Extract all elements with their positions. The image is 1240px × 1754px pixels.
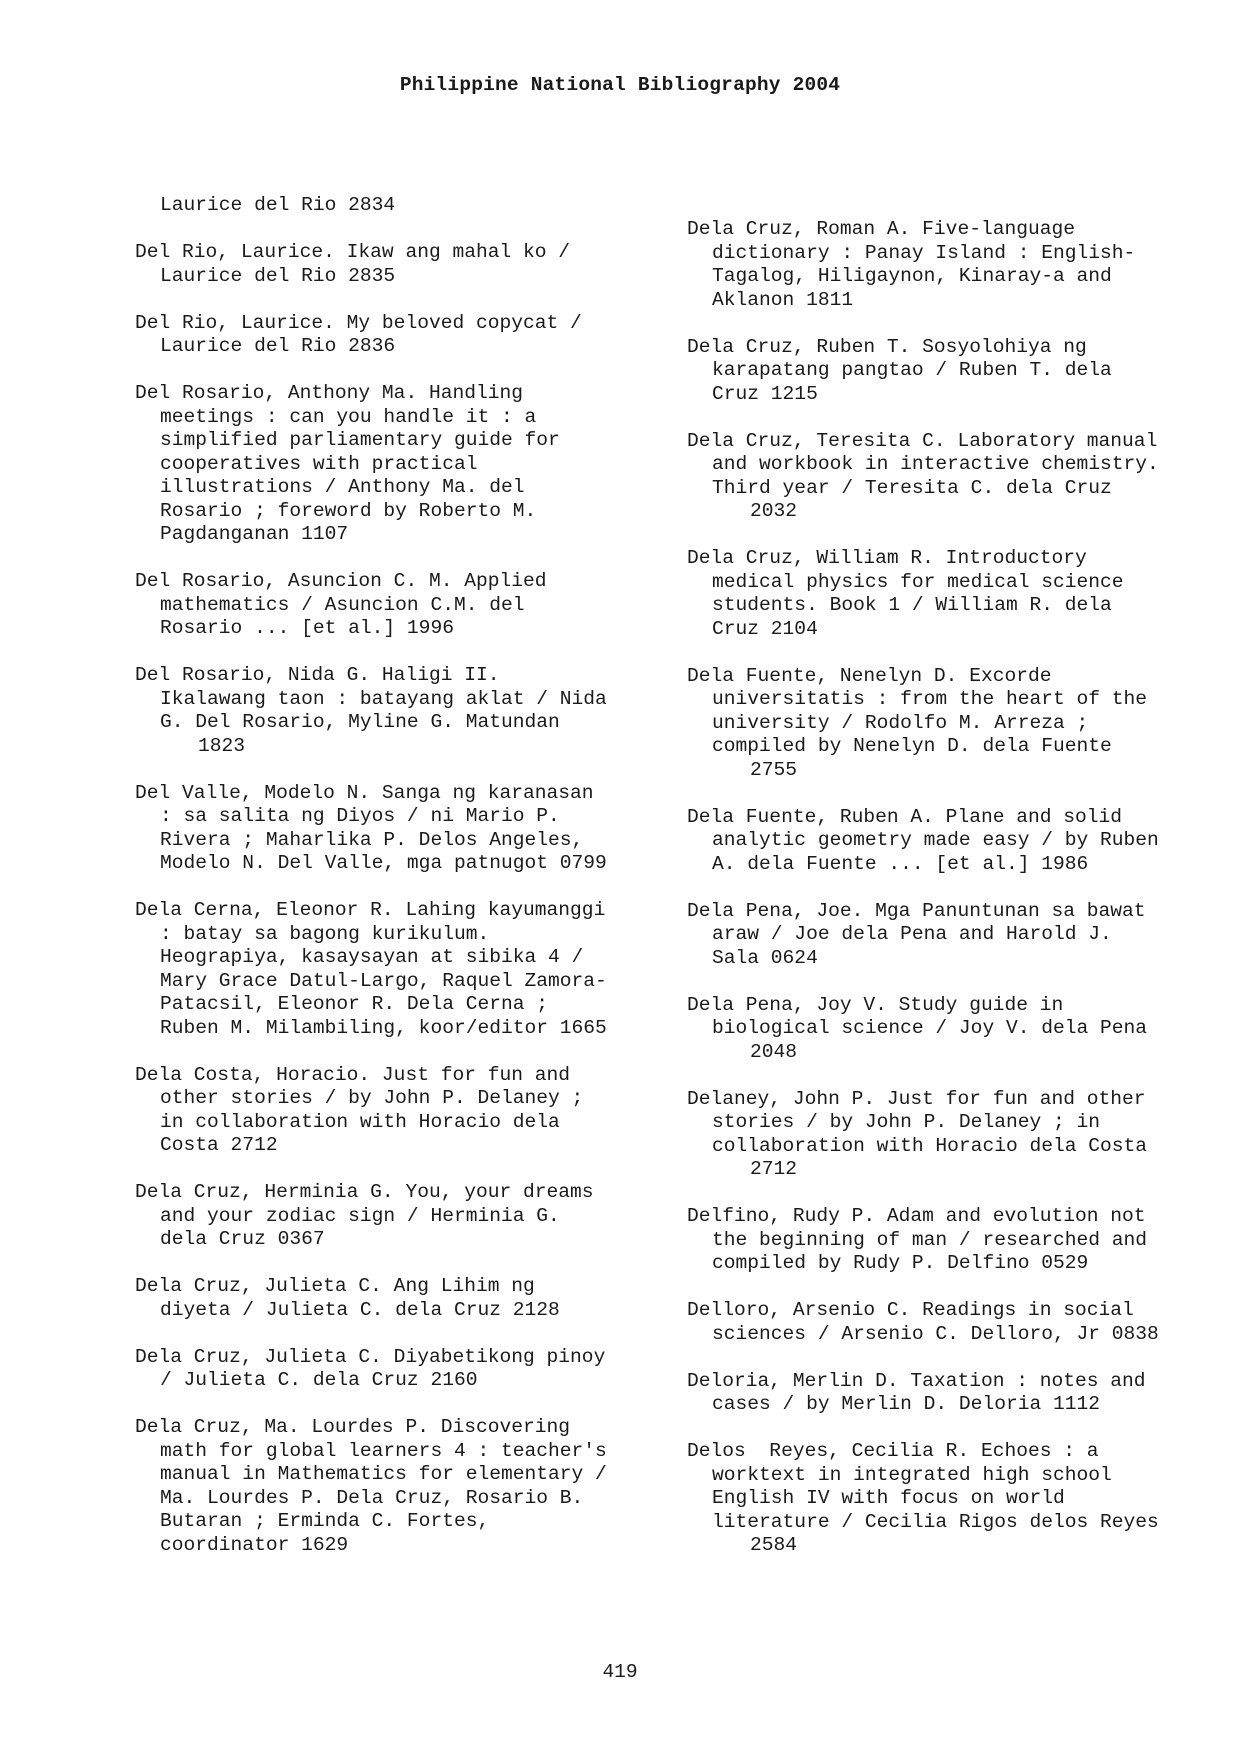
entry-line: Del Rosario, Anthony Ma. Handling [135,382,524,404]
entry-line: Patacsil, Eleonor R. Dela Cerna ; [160,993,549,1015]
bibliography-entry [135,312,695,359]
entry-line: meetings : can you handle it : a [160,405,537,428]
entry-line: Del Rosario, Nida G. Haligi II. [135,664,500,686]
entry-line: manual in Mathematics for elementary / [160,1463,607,1485]
entry-line: / Julieta C. dela Cruz 2160 [160,1369,478,1391]
entry-line: Dela Fuente, Ruben A. Plane and solid [687,805,1123,828]
entry-line: Laurice del Rio 2835 [160,264,396,287]
entry-line: Del Rio, Laurice. My beloved copycat / [135,311,582,334]
entry-line: karapatang pangtao / Ruben T. dela [712,359,1112,381]
entry-line: Dela Fuente, Nenelyn D. Excorde [687,664,1052,687]
bibliography-entry [687,1440,1240,1558]
entry-line: : sa salita ng Diyos / ni Mario P. [160,805,560,827]
entry-line: universitatis : from the heart of the [712,688,1148,710]
entry-line: Delfino, Rudy P. Adam and evolution not [687,1205,1146,1227]
entry-line: Dela Cruz, Julieta C. Diyabetikong pinoy [135,1345,606,1368]
bibliography-entry [135,194,695,218]
bibliography-entry [687,665,1240,783]
entry-line: collaboration with Horacio dela Costa [712,1134,1148,1157]
entry-line: other stories / by John P. Delaney ; [160,1087,584,1109]
right-column [687,218,1240,1581]
entry-line: Delaney, John P. Just for fun and other [687,1087,1146,1110]
bibliography-entry [687,430,1240,524]
bibliography-entry [687,806,1240,877]
entry-line: Dela Costa, Horacio. Just for fun and [135,1063,571,1086]
entry-line: students. Book 1 / William R. dela [712,594,1112,616]
entry-line: diyeta / Julieta C. dela Cruz 2128 [160,1298,560,1321]
entry-line: Sala 0624 [712,946,818,969]
entry-line: Dela Cruz, Ma. Lourdes P. Discovering [135,1416,571,1438]
entry-line: Dela Pena, Joy V. Study guide in [687,993,1064,1016]
entry-line: 1823 [198,734,246,757]
entry-line: Dela Pena, Joe. Mga Panuntunan sa bawat [687,899,1146,922]
bibliography-entry [687,1299,1240,1346]
entry-line: compiled by Rudy P. Delfino 0529 [712,1252,1089,1274]
left-column [135,194,695,1581]
bibliography-entry [687,218,1240,312]
entry-line: illustrations / Anthony Ma. del [160,476,525,498]
entry-line: compiled by Nenelyn D. dela Fuente [712,735,1112,757]
entry-line: Delos Reyes, Cecilia R. Echoes : a [687,1440,1099,1462]
entry-line: English IV with focus on world [712,1487,1065,1509]
entry-line: literature / Cecilia Rigos delos Reyes [712,1510,1159,1533]
entry-line: and your zodiac sign / Herminia G. [160,1204,560,1227]
bibliography-entry [687,994,1240,1065]
entry-line: dictionary : Panay Island : English- [712,241,1136,264]
entry-line: 2712 [750,1158,798,1180]
entry-line: Del Valle, Modelo N. Sanga ng karanasan [135,781,594,804]
entry-line: Pagdanganan 1107 [160,523,349,545]
entry-line: cooperatives with practical [160,452,478,475]
bibliography-entry [687,1205,1240,1276]
entry-line: Rosario ; foreword by Roberto M. [160,499,537,522]
bibliography-entry [135,1275,695,1322]
page-header-title: Philippine National Bibliography 2004 [399,74,841,96]
entry-line: Tagalog, Hiligaynon, Kinaray-a and [712,265,1112,287]
entry-line: Ma. Lourdes P. Dela Cruz, Rosario B. [160,1486,584,1509]
entry-line: Third year / Teresita C. dela Cruz [712,476,1112,499]
bibliography-entry [135,1416,695,1557]
entry-line: Ruben M. Milambiling, koor/editor 1665 [160,1016,607,1039]
bibliography-entry [135,899,695,1040]
entry-line: A. dela Fuente ... [et al.] 1986 [712,852,1089,875]
entry-line: simplified parliamentary guide for [160,429,560,451]
entry-line: Cruz 1215 [712,382,818,405]
bibliography-entry [687,547,1240,641]
entry-line: sciences / Arsenio C. Delloro, Jr 0838 [712,1322,1159,1345]
entry-line: math for global learners 4 : teacher's [160,1439,607,1462]
entry-line: Laurice del Rio 2836 [160,335,396,357]
bibliography-entry [687,1370,1240,1417]
entry-line: Del Rio, Laurice. Ikaw ang mahal ko / [135,241,571,263]
entry-line: worktext in integrated high school [712,1463,1112,1486]
bibliography-entry [687,336,1240,407]
entry-line: Butaran ; Erminda C. Fortes, [160,1510,490,1532]
entry-line: Rivera ; Maharlika P. Delos Angeles, [160,828,584,851]
bibliography-entry [135,1064,695,1158]
bibliography-entry [687,900,1240,971]
entry-line: Dela Cerna, Eleonor R. Lahing kayumanggi [135,899,606,921]
entry-line: G. Del Rosario, Myline G. Matundan [160,711,560,733]
entry-line: Dela Cruz, Ruben T. Sosyolohiya ng [687,335,1087,358]
bibliography-entry [135,570,695,641]
bibliography-entry [135,241,695,288]
entry-line: Dela Cruz, William R. Introductory [687,547,1087,569]
entry-line: 2048 [750,1040,798,1063]
entry-line: Aklanon 1811 [712,288,854,311]
bibliography-entry [135,382,695,547]
bibliography-entry [135,782,695,876]
entry-line: Del Rosario, Asuncion C. M. Applied [135,570,547,592]
entry-line: stories / by John P. Delaney ; in [712,1111,1101,1133]
entry-line: : batay sa bagong kurikulum. [160,922,490,945]
entry-line: dela Cruz 0367 [160,1228,325,1250]
entry-line: araw / Joe dela Pena and Harold J. [712,923,1112,945]
entry-line: and workbook in interactive chemistry. [712,453,1159,475]
entry-line: analytic geometry made easy / by Ruben [712,829,1159,851]
entry-line: Delloro, Arsenio C. Readings in social [687,1299,1134,1321]
bibliography-entry [687,1088,1240,1182]
bibliography-entry [135,1346,695,1393]
entry-line: biological science / Joy V. dela Pena [712,1017,1148,1039]
entry-line: Rosario ... [et al.] 1996 [160,617,454,639]
entry-line: Mary Grace Datul-Largo, Raquel Zamora- [160,969,607,992]
entry-line: Laurice del Rio 2834 [160,194,396,216]
entry-line: mathematics / Asuncion C.M. del [160,593,525,616]
page-number: 419 [602,1661,638,1683]
entry-line: university / Rodolfo M. Arreza ; [712,711,1089,734]
bibliography-entry [135,1181,695,1252]
entry-line: Modelo N. Del Valle, mga patnugot 0799 [160,852,607,874]
entry-line: Ikalawang taon : batayang aklat / Nida [160,687,607,710]
entry-line: Dela Cruz, Roman A. Five-language [687,218,1076,240]
entry-line: cases / by Merlin D. Deloria 1112 [712,1393,1101,1415]
entry-line: medical physics for medical science [712,570,1124,593]
entry-line: Deloria, Merlin D. Taxation : notes and [687,1369,1146,1392]
entry-line: Costa 2712 [160,1134,278,1156]
entry-line: Dela Cruz, Herminia G. You, your dreams [135,1181,594,1203]
entry-line: coordinator 1629 [160,1533,349,1556]
entry-line: 2584 [750,1534,798,1556]
bibliography-entry [135,664,695,758]
entry-line: in collaboration with Horacio dela [160,1110,560,1133]
entry-line: Dela Cruz, Julieta C. Ang Lihim ng [135,1275,535,1297]
entry-line: Dela Cruz, Teresita C. Laboratory manual [687,429,1158,452]
entry-line: Heograpiya, kasaysayan at sibika 4 / [160,946,584,968]
entry-line: the beginning of man / researched and [712,1228,1148,1251]
entry-line: Cruz 2104 [712,617,818,640]
entry-line: 2032 [750,500,798,522]
entry-line: 2755 [750,758,798,781]
